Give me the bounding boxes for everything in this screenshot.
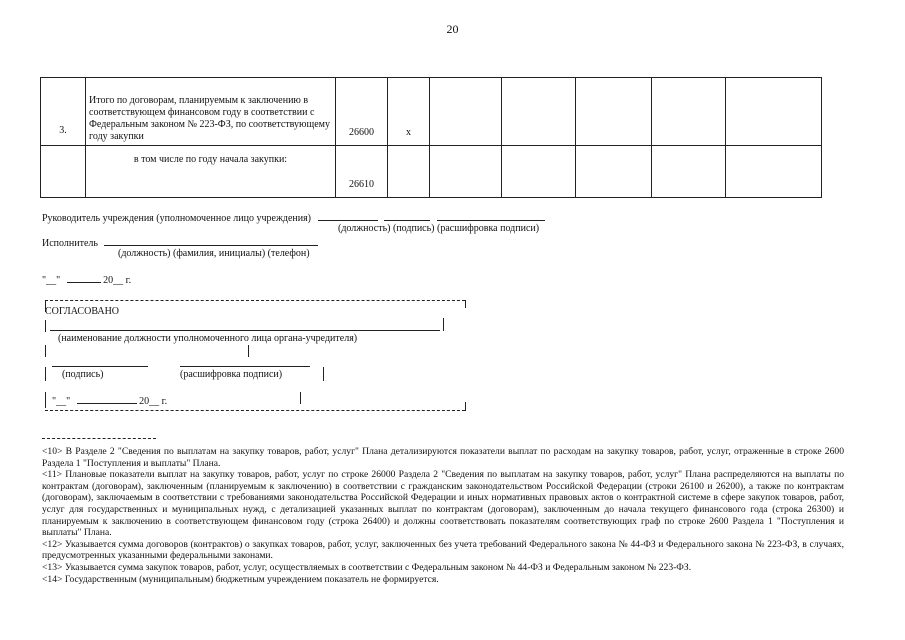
approval-border-tick xyxy=(300,392,301,404)
approval-decode-caption: (расшифровка подписи) xyxy=(180,369,283,380)
page-number: 20 xyxy=(446,22,459,36)
table-cell xyxy=(430,146,502,198)
approval-date-day: "__" xyxy=(52,396,71,407)
approval-border-tick xyxy=(248,345,249,357)
approval-title: СОГЛАСОВАНО xyxy=(45,306,120,317)
table-cell xyxy=(41,146,86,198)
approval-border-tick xyxy=(45,367,46,381)
approval-date-month-field[interactable] xyxy=(77,393,137,404)
row-number: 3. xyxy=(41,78,86,146)
table-cell xyxy=(502,78,576,146)
approval-decode-field[interactable] xyxy=(180,366,310,367)
approval-border-tick xyxy=(45,320,46,332)
row-label-text: Итого по договорам, планируемым к заключению в соответствующем финансовом году в соответствии с Федеральным законом № 223-ФЗ, по соответствующему году закупки xyxy=(89,95,330,142)
executor-line xyxy=(42,235,318,249)
footnote: <14> Государственным (муниципальным) бюджетным учреждением показатель не формируется. xyxy=(42,573,439,585)
table-cell xyxy=(652,78,726,146)
executor-caption: (должность) (фамилия, инициалы) (телефон) xyxy=(118,248,310,259)
table-cell xyxy=(430,78,502,146)
table-cell xyxy=(726,78,822,146)
table-cell xyxy=(576,78,652,146)
approval-border-tick xyxy=(45,345,46,357)
date-line xyxy=(42,272,131,286)
approval-border-tick xyxy=(443,318,444,331)
signature-field[interactable] xyxy=(384,210,430,221)
head-signature-line xyxy=(42,210,545,224)
row-label xyxy=(86,78,336,146)
approval-date-year: 20__ г. xyxy=(139,396,168,407)
table-row xyxy=(41,78,822,146)
head-caption: (должность) (подпись) (расшифровка подписи) xyxy=(338,223,540,234)
decode-field[interactable] xyxy=(437,210,545,221)
row-label-text: в том числе по году начала закупки: xyxy=(133,154,288,165)
table-cell xyxy=(652,146,726,198)
date-day: "__" xyxy=(42,275,61,286)
table-cell xyxy=(576,146,652,198)
approval-border-bottom xyxy=(45,410,465,411)
approval-sign-caption: (подпись) xyxy=(62,369,104,380)
approval-border-tick xyxy=(45,392,46,408)
approval-border-top xyxy=(45,300,465,301)
row-code: 26600 xyxy=(336,78,388,146)
table-cell xyxy=(388,146,430,198)
approval-border-tick xyxy=(465,300,466,308)
footnote: <10> В Разделе 2 "Сведения по выплатам на закупку товаров, работ, услуг" Плана детализируются показатели выплат по расходам на закупку товаров, работ, услуг, отраженные в строке 2600 Раздела 1 "Поступления и выплаты" Плана. xyxy=(42,446,844,469)
row-code: 26610 xyxy=(336,146,388,198)
date-month-field[interactable] xyxy=(67,272,101,283)
row-label xyxy=(86,146,336,198)
approval-border-tick xyxy=(465,402,466,411)
org-caption: (наименование должности уполномоченного лица органа-учредителя) xyxy=(58,333,358,344)
table-cell xyxy=(502,146,576,198)
footnote: <13> Указывается сумма закупок товаров, работ, услуг, осуществляемых в соответствии с Федеральным законом № 44-ФЗ и Федеральным законом № 223-ФЗ. xyxy=(42,561,692,573)
footnotes xyxy=(42,446,844,585)
date-year: 20__ г. xyxy=(103,275,132,286)
footnote: <11> Плановые показатели выплат на закупку товаров, работ, услуг по строке 26000 Раздела 2 "Сведения по выплатам на закупку товаров, работ, услуг" Плана распределяются на выплаты по контрактам (договорам), заключенным (планируемым к заключению) в соответствии с гражданским законодательством Российской Федерации (строки 26100 и 26200), а также по контрактам (договорам), заключаемым в соответствии с требованиями законодательства Российской Федерации и иных нормативных правовых актов о контрактной системе в сфере закупок товаров, работ, услуг для государственных и муниципальных нужд, с детализацией указанных выплат по контрактам (договорам), заключенным до начала текущего финансового года (строка 26300) и планируемым к заключению в соответствующем финансовом году (строка 26400) и должны соответствовать показателям соответствующих граф по строке 2600 Раздела 1 "Поступления и выплаты" Плана. xyxy=(42,469,844,539)
footnote: <12> Указывается сумма договоров (контрактов) о закупках товаров, работ, услуг, заключенных без учета требований Федерального закона № 44-ФЗ и Федерального закона № 223-ФЗ, в случаях, предусмотренных указанными федеральными законами. xyxy=(42,538,844,562)
table-cell xyxy=(726,146,822,198)
executor-field[interactable] xyxy=(104,235,318,246)
position-field[interactable] xyxy=(318,210,378,221)
expenses-table xyxy=(40,77,822,198)
executor-label: Исполнитель xyxy=(42,238,98,249)
org-field[interactable] xyxy=(50,330,440,331)
footnote-separator xyxy=(42,438,156,439)
approval-border-tick xyxy=(323,367,324,381)
approval-date-line xyxy=(52,393,167,407)
row-x: x xyxy=(388,78,430,146)
approval-sign-field[interactable] xyxy=(52,366,148,367)
table-row xyxy=(41,146,822,198)
head-label: Руководитель учреждения (уполномоченное лицо учреждения) xyxy=(42,213,312,224)
